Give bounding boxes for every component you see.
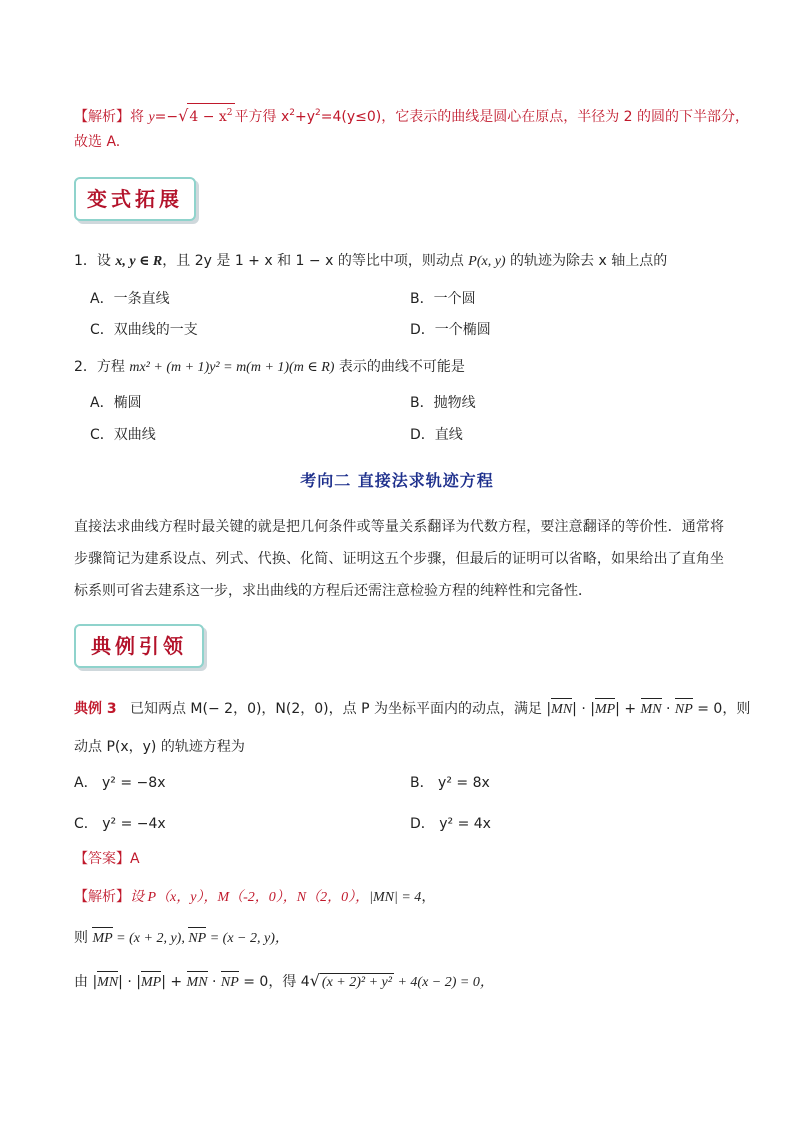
q1-option-a: A．一条直线 xyxy=(90,291,170,307)
ex3-option-a: A． y² = −8x xyxy=(74,775,166,791)
section-title: 考向二 直接法求轨迹方程 xyxy=(300,471,494,490)
section-paragraph: 直接法求曲线方程时最关键的就是把几何条件或等量关系翻译为代数方程，要注意翻译的等价性．通常将步骤简记为建系设点、列式、代换、化简、证明这五个步骤，但最后的证明可以省略，如果给出了直角坐标系则可省去建系这一步，求出曲线的方程后还需注意检验方程的纯粹性和完备性． xyxy=(74,519,724,599)
question-2-stem: 2．方程 mx² + (m + 1)y² = m(m + 1)(m ∈ R) 表示的曲线不可能是 xyxy=(74,359,465,375)
q1-option-b: B．一个圆 xyxy=(410,291,476,307)
analysis-line-2: 故选 A. xyxy=(74,134,121,150)
q2-option-a: A．椭圆 xyxy=(90,395,142,411)
analysis-line-1: 【解析】将 $y=-√4 - x^2$ 平方得 $x^2+y^2=4(y\le 0)$，它表示的曲线是圆心在原点，半径为 2 的圆的下半部分， xyxy=(74,103,749,127)
ex3-option-c: C． y² = −4x xyxy=(74,816,166,832)
ex3-option-b: B． y² = 8x xyxy=(410,775,490,791)
example-3-stem: 典例 3 已知两点 M(− 2，0)，N(2，0)，点 P 为坐标平面内的动点，满足 |MN| · |MP| + MN · NP = 0，则 xyxy=(74,701,751,717)
ex3-option-d: D． y² = 4x xyxy=(410,816,491,832)
analysis-2-line-2: 则 MP = (x + 2, y), NP = (x − 2, y)， xyxy=(74,930,289,946)
example-label: 典例 3 xyxy=(74,701,117,717)
analysis-2-line-1: 【解析】设 P（x，y），M（-2，0），N（2，0），|MN| = 4， xyxy=(74,889,436,905)
question-1-stem: 1．设 x, y ∈ R，且 2y 是 1 + x 和 1 − x 的等比中项，则动点 P(x, y) 的轨迹为除去 x 轴上点的 xyxy=(74,253,668,269)
answer-value: A xyxy=(130,851,140,867)
example-3-line-2: 动点 P(x，y) 的轨迹方程为 xyxy=(74,739,245,755)
q1-option-c: C．双曲线的一支 xyxy=(90,322,198,338)
analysis-2-line-3: 由 |MN| · |MP| + MN · NP = 0，得 4√ (x + 2)² + y² + 4(x − 2) = 0， xyxy=(74,971,494,990)
q2-option-b: B．抛物线 xyxy=(410,395,476,411)
answer-line xyxy=(74,850,140,868)
answer-label: 【答案】 xyxy=(74,851,130,867)
q2-option-c: C．双曲线 xyxy=(90,427,156,443)
badge-example-lead: 典例引领 xyxy=(74,624,204,668)
badge-variant-expansion: 变式拓展 xyxy=(74,177,196,221)
q1-option-d: D．一个椭圆 xyxy=(410,322,491,338)
analysis-label: 【解析】 xyxy=(74,109,130,125)
q2-option-d: D．直线 xyxy=(410,427,463,443)
